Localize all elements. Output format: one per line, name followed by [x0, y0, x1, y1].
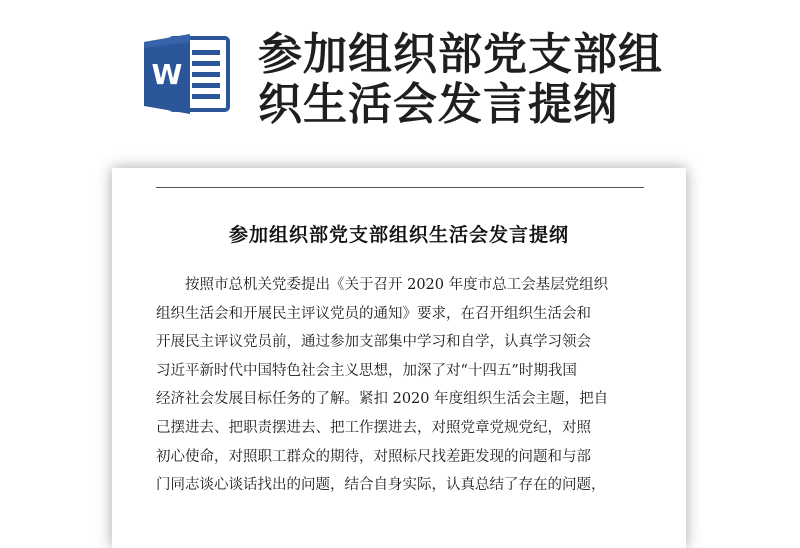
- body-line: 门同志谈心谈话找出的问题，结合自身实际，认真总结了存在的问题，: [156, 477, 606, 494]
- document-page: [112, 168, 686, 548]
- body-line: 初心使命，对照职工群众的期待，对照标尺找差距发现的问题和与部: [156, 448, 591, 465]
- body-line: 己摆进去、把职责摆进去、把工作摆进去，对照党章党规党纪，对照: [156, 419, 591, 436]
- page-title: [258, 30, 728, 130]
- page-title-line: 织生活会发言提纲: [258, 79, 618, 130]
- word-document-icon: [140, 32, 232, 116]
- body-line: 经济社会发展目标任务的了解。紧扣 2020 年度组织生活会主题，把自: [156, 391, 609, 408]
- body-line: 按照市总机关党委提出《关于召开 2020 年度市总工会基层党组织: [185, 277, 609, 293]
- document-title: 参加组织部党支部组织生活会发言提纲: [228, 224, 569, 246]
- word-icon-letter: W: [151, 58, 183, 91]
- body-line: 开展民主评议党员前，通过参加支部集中学习和自学，认真学习领会: [156, 334, 591, 351]
- document-body: [156, 271, 646, 500]
- page-title-line: 参加组织部党支部组: [258, 29, 663, 80]
- body-line: 组织生活会和开展民主评议党员的通知》要求，在召开组织生活会和: [156, 305, 591, 322]
- body-line: 习近平新时代中国特色社会主义思想，加深了对“十四五”时期我国: [156, 362, 577, 379]
- header-band: [0, 0, 800, 160]
- header-rule: [156, 187, 644, 188]
